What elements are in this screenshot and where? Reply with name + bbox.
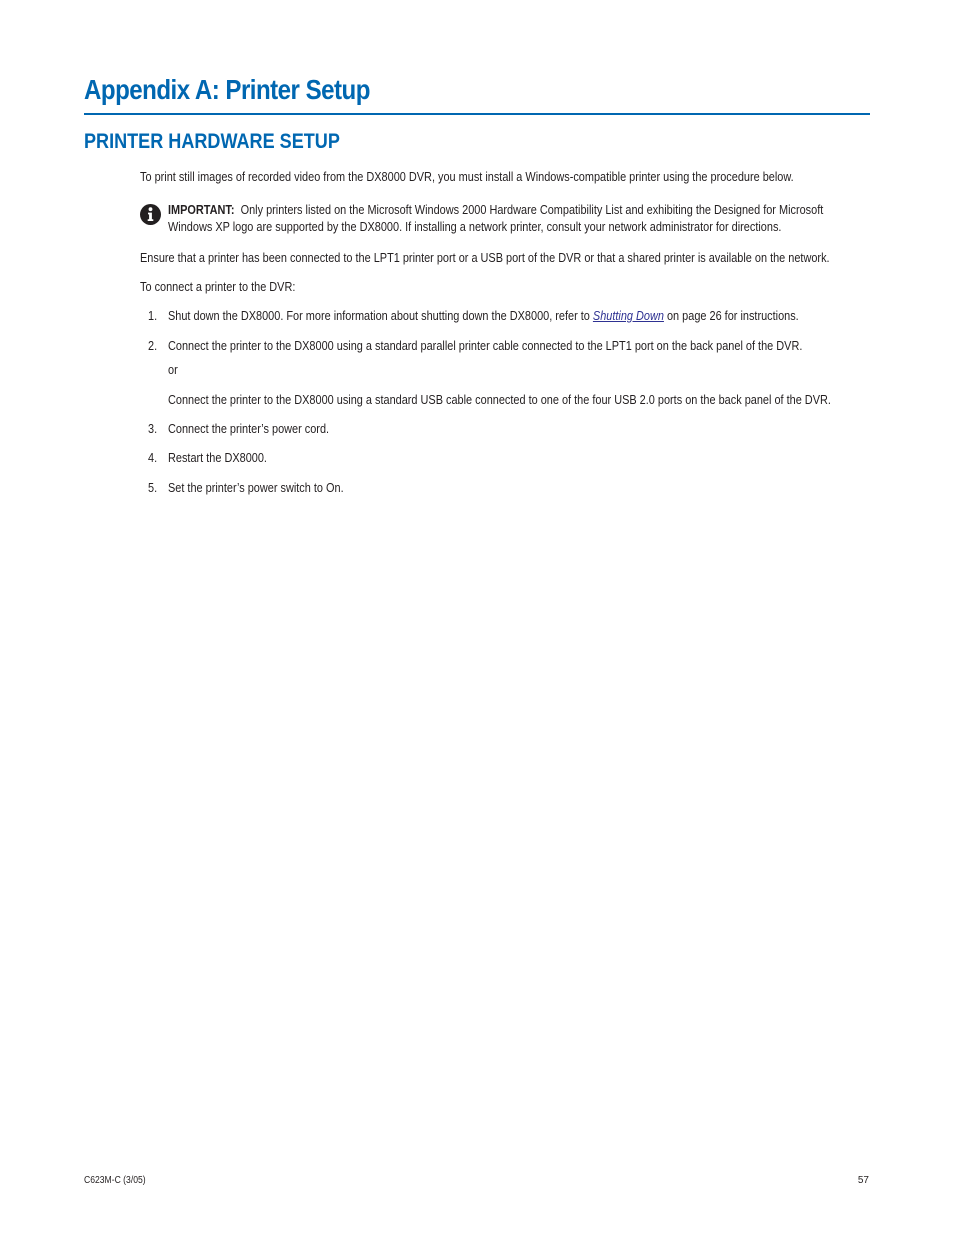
shutting-down-link[interactable]: Shutting Down [592,308,664,323]
step-number: 4. [148,450,158,465]
intro-paragraph: To print still images of recorded video from the DX8000 DVR, you must install a Windows-compatible printer using the procedure below. [140,169,794,184]
step-number: 2. [148,338,158,353]
step-4-text: Restart the DX8000. [168,450,267,465]
step-2-alt-text: Connect the printer to the DX8000 using a standard USB cable connected to one of the four USB 2.0 ports on the back panel of the DVR. [168,392,831,407]
step-number: 1. [148,308,158,323]
important-note [168,201,865,235]
step-1-text-after: on page 26 for instructions. [663,308,799,323]
footer-page-number: 57 [857,1175,869,1186]
connect-intro: To connect a printer to the DVR: [140,279,296,294]
ensure-paragraph: Ensure that a printer has been connected to the LPT1 printer port or a USB port of the DVR or that a shared printer is available on the network. [140,250,830,265]
page-title: Appendix A: Printer Setup [84,74,370,105]
footer-doc-id: C623M-C (3/05) [84,1175,146,1186]
title-divider [84,113,870,115]
note-text: Only printers listed on the Microsoft Windows 2000 Hardware Compatibility List and exhibiting the Designed for Microsoft Windows XP logo are supported by the DX8000. If installing a network printer, consult your network administrator for directions. [168,202,824,234]
step-1-text-before: Shut down the DX8000. For more information about shutting down the DX8000, refer to [168,308,593,323]
step-number: 3. [148,421,158,436]
step-5-text: Set the printer’s power switch to On. [168,480,344,495]
step-3-text: Connect the printer’s power cord. [168,421,330,436]
step-1-text [168,307,799,324]
step-2-text: Connect the printer to the DX8000 using a standard parallel printer cable connected to the LPT1 port on the back panel of the DVR. [168,338,803,353]
note-label: IMPORTANT: [168,202,235,217]
step-number: 5. [148,480,158,495]
step-2-or: or [168,362,178,377]
section-title: PRINTER HARDWARE SETUP [84,130,340,153]
info-icon [140,204,161,225]
